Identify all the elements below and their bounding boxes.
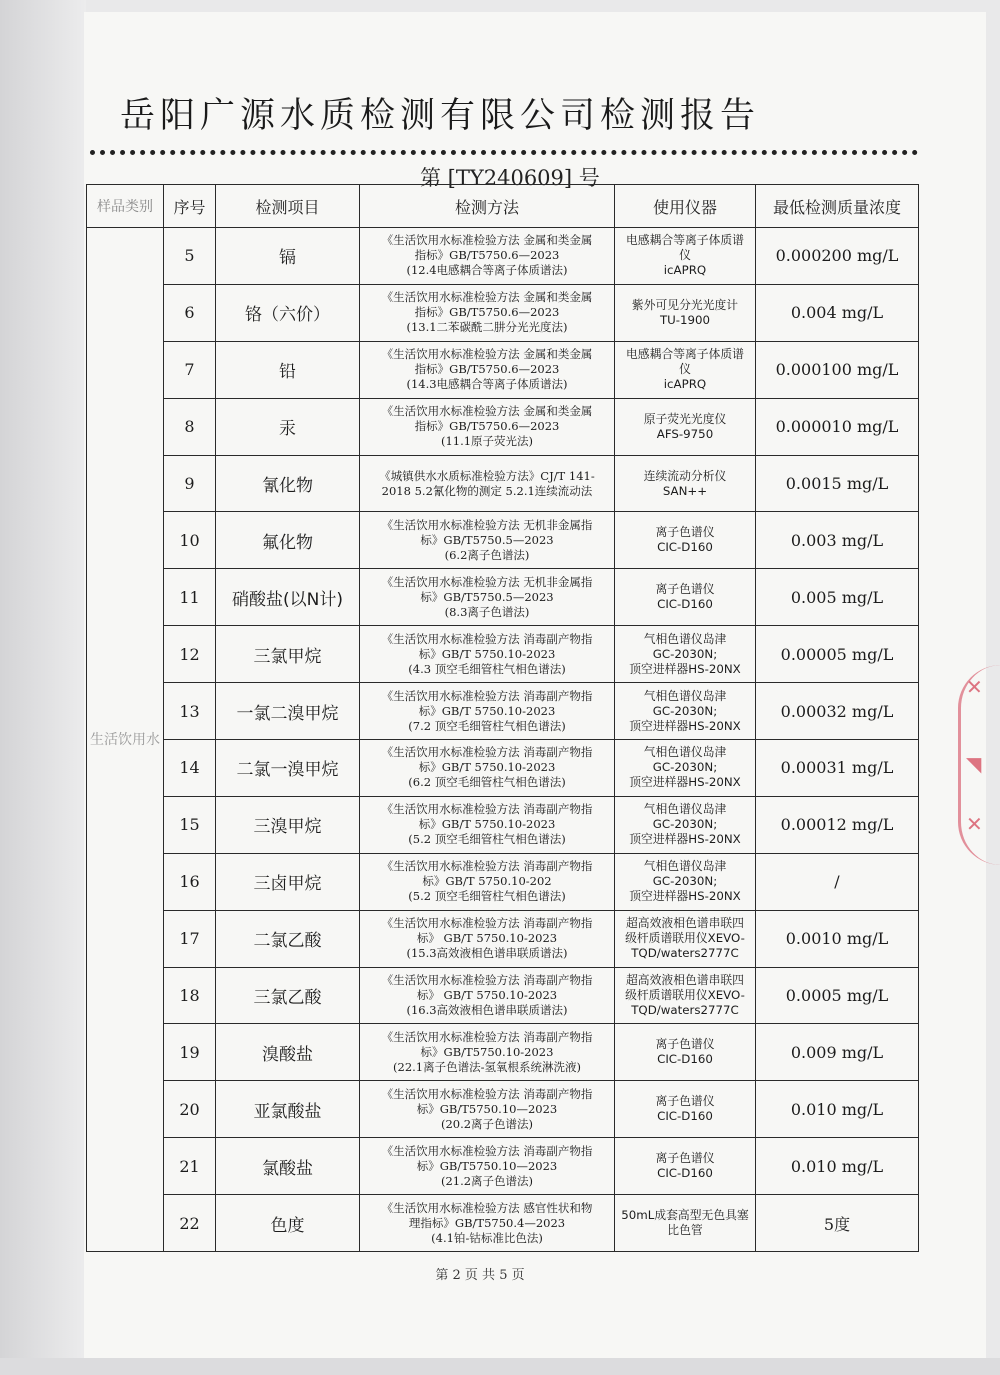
method-line: 标》GB/T 5750.10-2023 (418, 646, 556, 661)
table-row (87, 683, 919, 740)
row-no: 12 (164, 626, 216, 683)
min-concentration: 0.0015 mg/L (756, 455, 919, 512)
test-method (360, 284, 615, 341)
header-no: 序号 (164, 185, 216, 228)
instrument (615, 910, 756, 967)
min-concentration: 0.000200 mg/L (756, 228, 919, 285)
min-concentration: 0.009 mg/L (756, 1024, 919, 1081)
method-line: 《生活饮用水标准检验方法 消毒副产物指 (381, 802, 593, 817)
method-line: 《生活饮用水标准检验方法 感官性状和物 (381, 1200, 593, 1215)
min-concentration: 0.000010 mg/L (756, 398, 919, 455)
row-no: 5 (164, 228, 216, 285)
table-row (87, 455, 919, 512)
test-method (360, 569, 615, 626)
method-line: (4.3 顶空毛细管柱气相色谱法) (408, 661, 566, 676)
instrument (615, 1138, 756, 1195)
table-row (87, 910, 919, 967)
test-method (360, 967, 615, 1024)
method-line: 标》GB/T5750.5—2023 (420, 589, 554, 604)
method-line: 《生活饮用水标准检验方法 无机非金属指 (381, 517, 593, 532)
method-line: 《生活饮用水标准检验方法 金属和类金属 (381, 404, 593, 419)
instrument (615, 853, 756, 910)
instrument (615, 398, 756, 455)
row-no: 16 (164, 853, 216, 910)
instrument (615, 967, 756, 1024)
test-item: 二氯乙酸 (216, 910, 360, 967)
sample-category (87, 228, 164, 1252)
method-line: 《生活饮用水标准检验方法 消毒副产物指 (381, 973, 593, 988)
table-row (87, 284, 919, 341)
instrument-line: CIC-D160 (657, 1052, 713, 1067)
test-item: 三卤甲烷 (216, 853, 360, 910)
test-method (360, 683, 615, 740)
test-method (360, 853, 615, 910)
method-line: 《生活饮用水标准检验方法 消毒副产物指 (381, 631, 593, 646)
instrument-line: 顶空进样器HS-20NX (629, 775, 741, 790)
method-line: 《生活饮用水标准检验方法 消毒副产物指 (381, 916, 593, 931)
test-item: 色度 (216, 1195, 360, 1252)
row-no: 13 (164, 683, 216, 740)
instrument-line: AFS-9750 (656, 426, 714, 441)
table-row (87, 569, 919, 626)
method-line: 《生活饮用水标准检验方法 金属和类金属 (381, 233, 593, 248)
test-method (360, 1138, 615, 1195)
table-row (87, 398, 919, 455)
instrument-line: 气相色谱仪岛津 (643, 631, 727, 646)
instrument (615, 1195, 756, 1252)
instrument-line: CIC-D160 (657, 540, 713, 555)
instrument-line: 紫外可见分光光度计 (631, 297, 739, 312)
table-row (87, 512, 919, 569)
method-line: 标》GB/T5750.10—2023 (416, 1158, 558, 1173)
instrument-line: GC-2030N; (652, 874, 718, 889)
instrument-line: GC-2030N; (652, 817, 718, 832)
method-line: 标》GB/T5750.10-2023 (420, 1044, 554, 1059)
test-method (360, 626, 615, 683)
table-row (87, 740, 919, 797)
instrument-line: icAPRQ (663, 377, 707, 392)
instrument-line: GC-2030N; (652, 646, 718, 661)
method-line: (16.3高效液相色谱串联质谱法) (406, 1003, 568, 1018)
instrument-line: 顶空进样器HS-20NX (629, 832, 741, 847)
min-concentration: 0.00012 mg/L (756, 796, 919, 853)
test-item: 亚氯酸盐 (216, 1081, 360, 1138)
test-method (360, 228, 615, 285)
row-no: 17 (164, 910, 216, 967)
instrument-line: 电感耦合等离子体质谱 (626, 347, 744, 362)
instrument-line: 气相色谱仪岛津 (643, 688, 727, 703)
test-method (360, 398, 615, 455)
instrument-line: CIC-D160 (657, 1109, 713, 1124)
row-no: 6 (164, 284, 216, 341)
instrument-line: 仪 (679, 248, 691, 263)
table-header-row (87, 185, 919, 228)
test-item: 镉 (216, 228, 360, 285)
method-line: (22.1离子色谱法-氢氧根系统淋洗液) (393, 1059, 581, 1074)
header-min-concentration: 最低检测质量浓度 (756, 185, 919, 228)
method-line: (20.2离子色谱法) (440, 1116, 534, 1131)
method-line: 指标》GB/T5750.6—2023 (414, 419, 560, 434)
min-concentration: 0.010 mg/L (756, 1138, 919, 1195)
instrument-line: 顶空进样器HS-20NX (629, 889, 741, 904)
min-concentration: 0.004 mg/L (756, 284, 919, 341)
scan-bottom-band (0, 1358, 1000, 1375)
test-method (360, 1195, 615, 1252)
test-item: 溴酸盐 (216, 1024, 360, 1081)
instrument-line: 离子色谱仪 (655, 1094, 715, 1109)
instrument-line: 电感耦合等离子体质谱 (626, 233, 744, 248)
test-item: 氰化物 (216, 455, 360, 512)
method-line: (8.3离子色谱法) (444, 604, 530, 619)
row-no: 21 (164, 1138, 216, 1195)
test-method (360, 796, 615, 853)
test-item: 铬（六价） (216, 284, 360, 341)
page-number: 第 2 页 共 5 页 (435, 1268, 525, 1283)
method-line: 标》GB/T 5750.10-2023 (418, 760, 556, 775)
table-row (87, 1024, 919, 1081)
test-item: 铅 (216, 341, 360, 398)
table-row (87, 796, 919, 853)
method-line: 标》GB/T5750.5—2023 (420, 532, 554, 547)
instrument (615, 228, 756, 285)
instrument-line: 级杆质谱联用仪XEVO- (625, 931, 745, 946)
instrument-line: 离子色谱仪 (655, 525, 715, 540)
method-line: 《生活饮用水标准检验方法 无机非金属指 (381, 574, 593, 589)
instrument-line: 仪 (679, 362, 691, 377)
row-no: 7 (164, 341, 216, 398)
method-line: 理指标》GB/T5750.4—2023 (408, 1215, 566, 1230)
method-line: (21.2离子色谱法) (440, 1173, 534, 1188)
test-method (360, 512, 615, 569)
method-line: 标》 GB/T 5750.10-2023 (416, 931, 558, 946)
method-line: 《生活饮用水标准检验方法 金属和类金属 (381, 290, 593, 305)
test-method (360, 740, 615, 797)
test-item: 三溴甲烷 (216, 796, 360, 853)
row-no: 20 (164, 1081, 216, 1138)
instrument-line: TQD/waters2777C (631, 1003, 739, 1018)
min-concentration: 0.00032 mg/L (756, 683, 919, 740)
method-line: (11.1原子荧光法) (440, 434, 534, 449)
instrument (615, 1024, 756, 1081)
min-concentration: 0.003 mg/L (756, 512, 919, 569)
min-concentration: 0.0005 mg/L (756, 967, 919, 1024)
row-no: 18 (164, 967, 216, 1024)
row-no: 11 (164, 569, 216, 626)
method-line: 标》GB/T 5750.10-202 (422, 874, 552, 889)
table-row (87, 853, 919, 910)
instrument-line: CIC-D160 (657, 1166, 713, 1181)
method-line: 《生活饮用水标准检验方法 消毒副产物指 (381, 1029, 593, 1044)
instrument-line: icAPRQ (663, 263, 707, 278)
instrument-line: 连续流动分析仪 (643, 468, 727, 483)
test-method (360, 341, 615, 398)
min-concentration: 0.005 mg/L (756, 569, 919, 626)
method-line: 标》GB/T 5750.10-2023 (418, 817, 556, 832)
instrument-line: 原子荧光光度仪 (643, 411, 727, 426)
method-line: 标》GB/T5750.10—2023 (416, 1101, 558, 1116)
table-row (87, 967, 919, 1024)
instrument-line: SAN++ (662, 483, 708, 498)
test-item: 一氯二溴甲烷 (216, 683, 360, 740)
page-footer (0, 1264, 1000, 1283)
row-no: 9 (164, 455, 216, 512)
table-row (87, 1081, 919, 1138)
min-concentration: 0.00031 mg/L (756, 740, 919, 797)
table-row (87, 228, 919, 285)
min-concentration: 0.00005 mg/L (756, 626, 919, 683)
test-item: 硝酸盐(以N计) (216, 569, 360, 626)
method-line: 《生活饮用水标准检验方法 消毒副产物指 (381, 859, 593, 874)
method-line: (15.3高效液相色谱串联质谱法) (406, 946, 568, 961)
row-no: 10 (164, 512, 216, 569)
instrument (615, 284, 756, 341)
instrument-line: 顶空进样器HS-20NX (629, 661, 741, 676)
table-row (87, 1138, 919, 1195)
method-line: (4.1铂-钴标准比色法) (431, 1230, 543, 1245)
method-line: (6.2 顶空毛细管柱气相色谱法) (408, 775, 566, 790)
report-number: 第 [TY240609] 号 (420, 166, 600, 190)
instrument (615, 341, 756, 398)
stamp-mark-middle: ◥ (966, 752, 982, 776)
instrument-line: 超高效液相色谱串联四 (626, 973, 744, 988)
method-line: (14.3电感耦合等离子体质谱法) (406, 377, 568, 392)
sample-category-label: 生活饮用水 (90, 731, 160, 748)
title-dotted-divider (90, 150, 918, 161)
test-item: 三氯甲烷 (216, 626, 360, 683)
header-category: 样品类别 (87, 185, 164, 228)
test-method (360, 1081, 615, 1138)
instrument-line: 比色管 (667, 1223, 703, 1238)
table-body (87, 228, 919, 1252)
test-method (360, 455, 615, 512)
min-concentration: 0.0010 mg/L (756, 910, 919, 967)
instrument-line: 离子色谱仪 (655, 582, 715, 597)
min-concentration: 0.000100 mg/L (756, 341, 919, 398)
instrument-line: GC-2030N; (652, 760, 718, 775)
instrument-line: 气相色谱仪岛津 (643, 745, 727, 760)
instrument (615, 455, 756, 512)
test-method (360, 1024, 615, 1081)
method-line: 2018 5.2氰化物的测定 5.2.1连续流动法 (381, 483, 593, 498)
test-results-table (86, 184, 919, 1252)
row-no: 8 (164, 398, 216, 455)
row-no: 19 (164, 1024, 216, 1081)
min-concentration: 5度 (756, 1195, 919, 1252)
method-line: (12.4电感耦合等离子体质谱法) (406, 263, 568, 278)
test-item: 二氯一溴甲烷 (216, 740, 360, 797)
method-line: 指标》GB/T5750.6—2023 (414, 248, 560, 263)
method-line: 指标》GB/T5750.6—2023 (414, 362, 560, 377)
table-row (87, 1195, 919, 1252)
method-line: (13.1二苯碳酰二肼分光光度法) (406, 320, 568, 335)
test-item: 氟化物 (216, 512, 360, 569)
test-item: 三氯乙酸 (216, 967, 360, 1024)
instrument-line: 50mL成套高型无色具塞 (621, 1208, 749, 1223)
method-line: 《生活饮用水标准检验方法 消毒副产物指 (381, 745, 593, 760)
row-no: 22 (164, 1195, 216, 1252)
method-line: 《生活饮用水标准检验方法 消毒副产物指 (381, 1143, 593, 1158)
instrument-line: TQD/waters2777C (631, 946, 739, 961)
instrument-line: 离子色谱仪 (655, 1151, 715, 1166)
row-no: 14 (164, 740, 216, 797)
min-concentration: 0.010 mg/L (756, 1081, 919, 1138)
instrument (615, 626, 756, 683)
instrument (615, 1081, 756, 1138)
method-line: (7.2 顶空毛细管柱气相色谱法) (408, 718, 566, 733)
header-item: 检测项目 (216, 185, 360, 228)
header-instrument: 使用仪器 (615, 185, 756, 228)
method-line: 标》GB/T 5750.10-2023 (418, 703, 556, 718)
table-row (87, 341, 919, 398)
method-line: 《城镇供水水质标准检验方法》CJ/T 141- (379, 468, 595, 483)
instrument-line: TU-1900 (659, 312, 711, 327)
stamp-mark-bottom: ✕ (966, 812, 983, 836)
method-line: (5.2 顶空毛细管柱气相色谱法) (408, 889, 566, 904)
method-line: 指标》GB/T5750.6—2023 (414, 305, 560, 320)
row-no: 15 (164, 796, 216, 853)
method-line: (6.2离子色谱法) (444, 547, 530, 562)
instrument (615, 683, 756, 740)
method-line: 《生活饮用水标准检验方法 消毒副产物指 (381, 688, 593, 703)
instrument (615, 740, 756, 797)
instrument-line: CIC-D160 (657, 597, 713, 612)
method-line: 《生活饮用水标准检验方法 消毒副产物指 (381, 1086, 593, 1101)
instrument-line: GC-2030N; (652, 703, 718, 718)
test-method (360, 910, 615, 967)
instrument (615, 796, 756, 853)
scan-left-shadow (0, 0, 86, 1375)
method-line: (5.2 顶空毛细管柱气相色谱法) (408, 832, 566, 847)
instrument-line: 气相色谱仪岛津 (643, 802, 727, 817)
test-item: 汞 (216, 398, 360, 455)
test-item: 氯酸盐 (216, 1138, 360, 1195)
instrument-line: 顶空进样器HS-20NX (629, 718, 741, 733)
table-row (87, 626, 919, 683)
method-line: 标》 GB/T 5750.10-2023 (416, 988, 558, 1003)
instrument-line: 气相色谱仪岛津 (643, 859, 727, 874)
header-method: 检测方法 (360, 185, 615, 228)
instrument-line: 超高效液相色谱串联四 (626, 916, 744, 931)
min-concentration: / (756, 853, 919, 910)
method-line: 《生活饮用水标准检验方法 金属和类金属 (381, 347, 593, 362)
instrument-line: 级杆质谱联用仪XEVO- (625, 988, 745, 1003)
stamp-mark-top: ✕ (966, 675, 983, 699)
instrument (615, 512, 756, 569)
instrument-line: 离子色谱仪 (655, 1037, 715, 1052)
report-title: 岳阳广源水质检测有限公司检测报告 (120, 96, 761, 136)
instrument (615, 569, 756, 626)
